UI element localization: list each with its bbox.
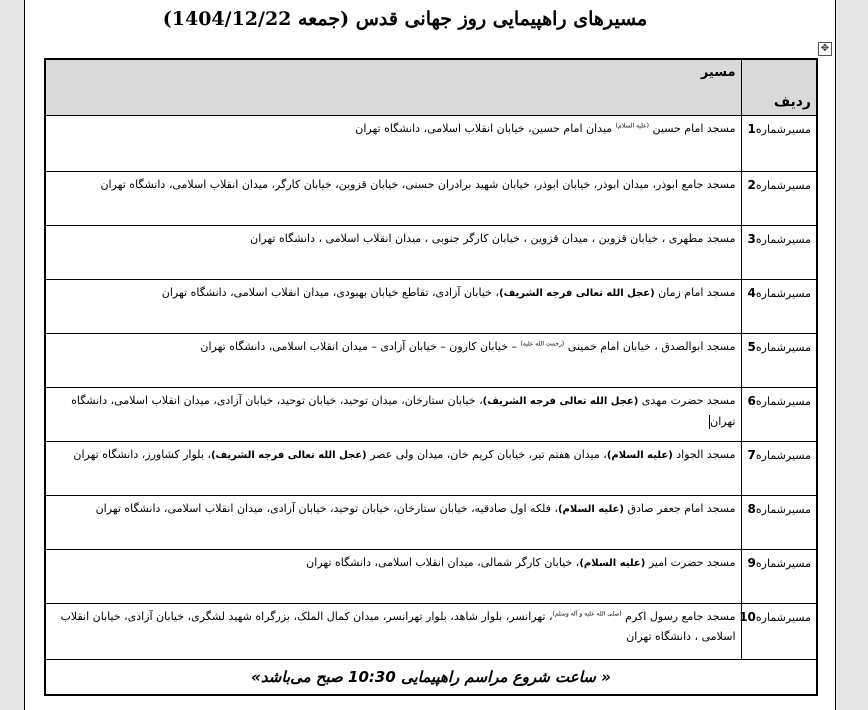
row-label: مسیرشماره <box>755 502 811 516</box>
table-row <box>45 387 817 441</box>
route-cell[interactable] <box>45 171 741 225</box>
table-row <box>45 225 817 279</box>
row-label: مسیرشماره <box>755 394 811 408</box>
table-move-handle-icon[interactable]: ✥ <box>818 42 832 56</box>
row-number-cell <box>741 549 817 603</box>
honorific-superscript: (صلی الله علیه و آله وسلم) <box>552 609 622 617</box>
route-cell[interactable] <box>45 603 741 659</box>
route-cell[interactable] <box>45 115 741 171</box>
row-number-cell <box>741 387 817 441</box>
table-row <box>45 279 817 333</box>
table-row <box>45 549 817 603</box>
row-number: 2 <box>747 177 756 192</box>
route-cell[interactable] <box>45 387 741 441</box>
honorific-bold: (علیه السلام) <box>606 449 673 461</box>
honorific-superscript: (علیه السلام) <box>615 121 649 129</box>
route-cell[interactable] <box>45 333 741 387</box>
route-cell[interactable] <box>45 225 741 279</box>
row-label: مسیرشماره <box>755 340 811 354</box>
route-text: مسجد جامع رسول اکرم <box>621 609 736 623</box>
row-number: 4 <box>747 285 756 300</box>
table-row <box>45 333 817 387</box>
route-text: مسجد مطهری ، خیابان قزوین ، میدان قزوین ، خیابان کارگر جنوبی ، میدان انقلاب اسلامی ، دانشگاه تهران <box>250 231 736 245</box>
row-number-cell <box>741 603 817 659</box>
table-row <box>45 603 817 659</box>
row-number: 9 <box>747 555 756 570</box>
row-label: مسیرشماره <box>755 556 811 570</box>
page-title: مسیرهای راهپیمایی روز جهانی قدس (جمعه 1404/12/22) <box>162 8 648 30</box>
row-label: مسیرشماره <box>755 286 811 300</box>
row-number-cell <box>741 171 817 225</box>
route-cell[interactable] <box>45 279 741 333</box>
route-text: ، خیابان ستارخان، میدان توحید، خیابان توحید، خیابان آزادی، میدان انقلاب اسلامی، دانشگاه تهران <box>71 393 736 428</box>
route-cell[interactable] <box>45 549 741 603</box>
left-gutter <box>0 0 24 710</box>
route-text: میدان امام حسین، خیابان انقلاب اسلامی، دانشگاه تهران <box>355 121 616 135</box>
route-text: مسجد ابوالصدق ، خیابان امام خمینی <box>564 339 736 353</box>
table-row <box>45 171 817 225</box>
header-route: مسیر <box>45 59 741 115</box>
route-text: ، خیابان آزادی، تقاطع خیابان بهبودی، میدان انقلاب اسلامی، دانشگاه تهران <box>161 285 499 299</box>
honorific-bold: (عجل الله تعالی فرجه الشریف) <box>210 449 367 461</box>
honorific-bold: (علیه السلام) <box>579 557 646 569</box>
route-text: ، بلوار کشاورز، دانشگاه تهران <box>73 447 211 461</box>
row-number: 7 <box>747 447 756 462</box>
row-number: 5 <box>747 339 756 354</box>
route-text: مسجد امام زمان <box>654 285 736 299</box>
row-number-cell <box>741 333 817 387</box>
table-row <box>45 441 817 495</box>
honorific-bold: (عجل الله تعالی فرجه الشریف) <box>499 287 655 299</box>
honorific-bold: (عجل الله تعالی فرجه الشریف) <box>482 395 639 407</box>
route-cell[interactable] <box>45 441 741 495</box>
row-label: مسیرشماره <box>755 232 811 246</box>
route-cell[interactable] <box>45 495 741 549</box>
row-number-cell <box>741 495 817 549</box>
start-time-note: « ساعت شروع مراسم راهپیمایی 10:30 صبح می‌باشد» <box>45 659 817 695</box>
row-number-cell <box>741 279 817 333</box>
route-text: مسجد جامع ابوذر، میدان ابوذر، خیابان ابوذر، خیابان شهید برادران حسنی، خیابان قزوین، خیابان کارگر، میدان انقلاب اسلامی، دانشگاه تهران <box>100 177 736 191</box>
route-text: ، خیابان کارگر شمالی، میدان انقلاب اسلامی، دانشگاه تهران <box>306 555 580 569</box>
route-text: مسجد امام حسین <box>649 121 736 135</box>
right-gutter <box>836 0 868 710</box>
table-row <box>45 495 817 549</box>
row-number-cell <box>741 225 817 279</box>
route-text: مسجد حضرت امیر <box>645 555 736 569</box>
route-text: مسجد الجواد <box>672 447 736 461</box>
row-number: 10 <box>739 609 756 624</box>
route-text: مسجد امام جعفر صادق <box>623 501 736 515</box>
route-text: ، تهرانسر، بلوار شاهد، بلوار تهرانسر، میدان کمال الملک، بزرگراه شهید لشگری، خیابان آزادی، خیابان انقلاب اسلامی ، دانشگاه تهران <box>60 609 736 643</box>
row-number-cell <box>741 115 817 171</box>
route-text: ، میدان هفتم تیر، خیابان کریم خان، میدان ولی عصر <box>366 447 607 461</box>
table-footer-row <box>45 659 817 695</box>
row-label: مسیرشماره <box>755 178 811 192</box>
row-number: 8 <box>747 501 756 516</box>
row-label: مسیرشماره <box>755 122 811 136</box>
row-number: 1 <box>747 121 756 136</box>
row-label: مسیرشماره <box>755 610 811 624</box>
row-number-cell <box>741 441 817 495</box>
route-text: مسجد حضرت مهدی <box>638 393 736 407</box>
route-text: ، فلکه اول صادقیه، خیابان ستارخان، خیابان توحید، خیابان آزادی، میدان انقلاب اسلامی، دانشگاه تهران <box>95 501 558 515</box>
header-row-number: ردیف <box>741 59 817 115</box>
row-number: 6 <box>747 393 756 408</box>
row-number: 3 <box>747 231 756 246</box>
table-row <box>45 115 817 171</box>
honorific-superscript: (رحمت الله علیه) <box>520 339 565 347</box>
table-header-row <box>45 59 817 115</box>
honorific-bold: (علیه السلام) <box>557 503 624 515</box>
row-label: مسیرشماره <box>755 448 811 462</box>
routes-table <box>44 58 818 696</box>
route-text: – خیابان کارون – خیابان آزادی – میدان انقلاب اسلامی، دانشگاه تهران <box>200 339 521 353</box>
